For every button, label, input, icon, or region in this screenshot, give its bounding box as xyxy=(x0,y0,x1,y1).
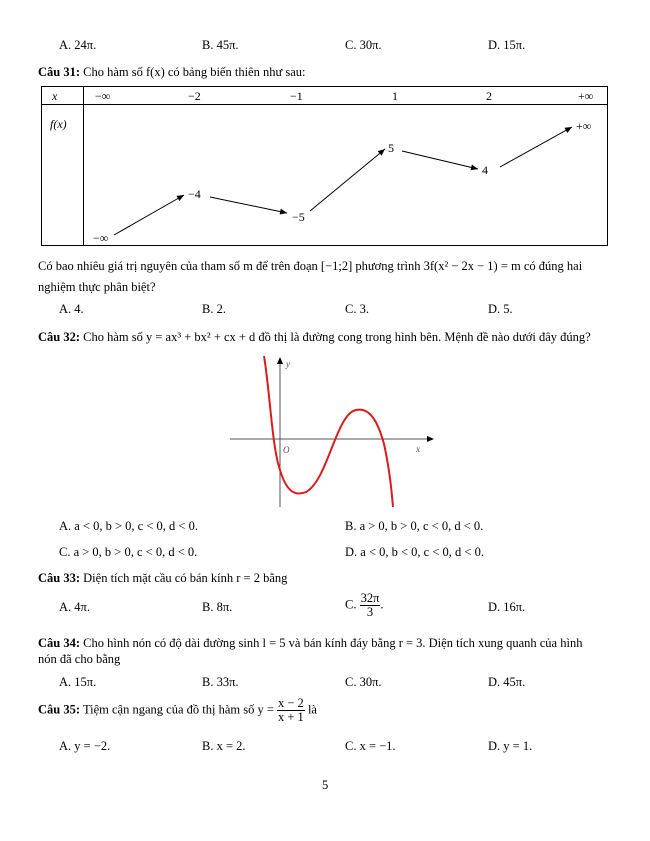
q31-question-line1: Có bao nhiêu giá trị nguyên của tham số m để trên đoạn [−1;2] phương trình 3f(x² − 2x − 1) = m có đúng hai xyxy=(38,259,583,273)
q35-fraction: $\frac{x - 2}{x + 1}$ xyxy=(278,696,304,724)
variation-table xyxy=(41,86,608,246)
q32-option-c: C. a > 0, b > 0, c < 0, d < 0. xyxy=(59,545,198,559)
q30-option-d: D. 15π. xyxy=(488,38,526,52)
q34-stem xyxy=(38,636,582,651)
q35-option-b: B. x = 2. xyxy=(202,739,246,753)
q30-option-c: C. 30π. xyxy=(345,38,382,52)
f-val-neg5: −5 xyxy=(292,210,305,224)
q34-label: Câu 34: xyxy=(38,636,81,650)
arrow-down-1 xyxy=(210,197,287,213)
table-x-label: x xyxy=(52,89,58,103)
q33-option-d: D. 16π. xyxy=(488,600,526,614)
q34-option-c: C. 30π. xyxy=(345,675,382,689)
q34-option-b: B. 33π. xyxy=(202,675,239,689)
arrow-down-2 xyxy=(402,151,478,169)
q33-option-b: B. 8π. xyxy=(202,600,233,614)
q32-label: Câu 32: xyxy=(38,330,81,344)
q33-option-c-fraction: $\frac{32\pi}{3}$ xyxy=(360,591,380,619)
q31-stem xyxy=(38,65,306,80)
q30-option-b: B. 45π. xyxy=(202,38,239,52)
q31-option-b: B. 2. xyxy=(202,302,226,316)
q30-option-a: A. 24π. xyxy=(59,38,97,52)
arrow-up-3 xyxy=(500,127,572,167)
q34-option-d: D. 45π. xyxy=(488,675,526,689)
x-val-pos-inf: +∞ xyxy=(578,89,594,103)
q34-text-line1: Cho hình nón có độ dài đường sinh l = 5 và bán kính đáy bằng r = 3. Diện tích xung quanh của hình xyxy=(83,636,583,650)
f-val-4: 4 xyxy=(482,163,488,177)
x-axis-label: x xyxy=(416,444,420,454)
q32-stem xyxy=(38,330,591,345)
q31-label: Câu 31: xyxy=(38,65,81,79)
f-val-pos-inf: +∞ xyxy=(576,119,592,133)
q32-option-b: B. a > 0, b > 0, c < 0, d < 0. xyxy=(345,519,484,533)
page-number: 5 xyxy=(322,778,329,792)
q35-option-d: D. y = 1. xyxy=(488,739,533,753)
q35-option-a: A. y = −2. xyxy=(59,739,111,753)
cubic-curve xyxy=(264,356,393,507)
q32-option-d: D. a < 0, b < 0, c < 0, d < 0. xyxy=(345,545,484,559)
q35-text-pre: Tiệm cận ngang của đồ thị hàm số y = xyxy=(82,702,274,717)
q31-option-a: A. 4. xyxy=(59,302,84,316)
q33-text: Diện tích mặt cầu có bán kính r = 2 bằng xyxy=(83,571,288,585)
y-axis-label: y xyxy=(286,359,290,369)
f-val-5: 5 xyxy=(388,141,394,155)
q34-text-line2: nón đã cho bằng xyxy=(38,652,121,666)
variation-arrows xyxy=(42,87,609,247)
table-f-label: f(x) xyxy=(50,117,67,131)
x-val-2: 2 xyxy=(486,89,492,103)
q33-option-c: C. $\frac{32\pi}{3}$ . xyxy=(345,591,384,619)
q31-question-line2: nghiệm thực phân biệt? xyxy=(38,280,156,294)
q33-label: Câu 33: xyxy=(38,571,81,585)
origin-label: O xyxy=(283,445,290,455)
q31-text: Cho hàm số f(x) có bảng biến thiên như sau: xyxy=(83,65,306,79)
q35-option-c: C. x = −1. xyxy=(345,739,396,753)
q31-option-d: D. 5. xyxy=(488,302,513,316)
arrow-up-2 xyxy=(310,149,385,211)
q31-option-c: C. 3. xyxy=(345,302,369,316)
x-val-1: 1 xyxy=(392,89,398,103)
arrow-up-1 xyxy=(114,195,184,235)
f-val-neg-inf: −∞ xyxy=(93,231,109,245)
q32-option-a: A. a < 0, b > 0, c < 0, d < 0. xyxy=(59,519,198,533)
q33-stem xyxy=(38,571,287,586)
cubic-graph xyxy=(228,352,438,512)
q33-option-a: A. 4π. xyxy=(59,600,90,614)
x-val-neg2: −2 xyxy=(188,89,201,103)
q32-text: Cho hàm số y = ax³ + bx² + cx + d đồ thị là đường cong trong hình bên. Mệnh đề nào dưới đây đúng? xyxy=(83,330,591,344)
f-val-neg4: −4 xyxy=(188,187,201,201)
q35-label: Câu 35: xyxy=(38,702,81,717)
x-val-neg1: −1 xyxy=(290,89,303,103)
q35-text-post: là xyxy=(307,702,317,717)
x-val-neg-inf: −∞ xyxy=(95,89,111,103)
q35-stem xyxy=(38,697,317,724)
q34-option-a: A. 15π. xyxy=(59,675,97,689)
